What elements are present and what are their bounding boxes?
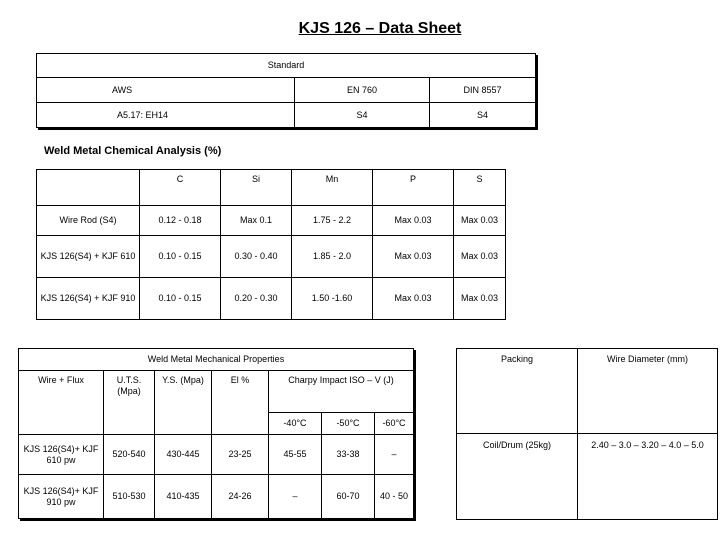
chemical-corner xyxy=(37,170,140,206)
standard-header: Standard xyxy=(37,54,536,78)
mechanical-cell: 510-530 xyxy=(104,475,155,519)
mechanical-col-uts: U.T.S. (Mpa) xyxy=(104,371,155,435)
packing-value: Coil/Drum (25kg) xyxy=(457,434,578,520)
mechanical-cell: 24-26 xyxy=(212,475,269,519)
standard-col-en: EN 760 xyxy=(295,78,430,103)
chemical-cell: 0.10 - 0.15 xyxy=(140,278,221,320)
mechanical-col-wire-flux: Wire + Flux xyxy=(19,371,104,435)
chemical-col-si: Si xyxy=(221,170,292,206)
standard-val-aws: A5.17: EH14 xyxy=(37,103,295,128)
chemical-cell: 0.20 - 0.30 xyxy=(221,278,292,320)
chemical-cell: Max 0.03 xyxy=(373,206,454,236)
mechanical-col-el: El % xyxy=(212,371,269,435)
chemical-col-p: P xyxy=(373,170,454,206)
mechanical-cell: 60-70 xyxy=(322,475,375,519)
mechanical-row-label: KJS 126(S4)+ KJF 910 pw xyxy=(19,475,104,519)
mechanical-temp-60: -60°C xyxy=(375,413,414,435)
standard-val-en: S4 xyxy=(295,103,430,128)
mechanical-cell: 33-38 xyxy=(322,435,375,475)
chemical-cell: Max 0.03 xyxy=(373,236,454,278)
mechanical-row-label: KJS 126(S4)+ KJF 610 pw xyxy=(19,435,104,475)
chemical-col-c: C xyxy=(140,170,221,206)
packing-table xyxy=(456,348,718,520)
chemical-cell: 0.30 - 0.40 xyxy=(221,236,292,278)
chemical-cell: 1.85 - 2.0 xyxy=(292,236,373,278)
page-title: KJS 126 – Data Sheet xyxy=(298,20,462,37)
standard-table xyxy=(36,53,536,128)
chemical-table xyxy=(36,169,506,320)
chemical-row-label: KJS 126(S4) + KJF 910 xyxy=(37,278,140,320)
chemical-cell: Max 0.03 xyxy=(454,206,506,236)
mechanical-table xyxy=(18,348,414,519)
mechanical-temp-40: -40°C xyxy=(269,413,322,435)
standard-val-din: S4 xyxy=(430,103,536,128)
wire-diameter-header: Wire Diameter (mm) xyxy=(578,349,718,434)
chemical-cell: 0.10 - 0.15 xyxy=(140,236,221,278)
standard-col-din: DIN 8557 xyxy=(430,78,536,103)
chemical-row-label: Wire Rod (S4) xyxy=(37,206,140,236)
mechanical-temp-50: -50°C xyxy=(322,413,375,435)
mechanical-cell: 430-445 xyxy=(155,435,212,475)
chemical-col-mn: Mn xyxy=(292,170,373,206)
chemical-cell: 1.50 -1.60 xyxy=(292,278,373,320)
chemical-cell: Max 0.03 xyxy=(454,278,506,320)
mechanical-col-charpy: Charpy Impact ISO – V (J) xyxy=(269,371,414,413)
chemical-heading: Weld Metal Chemical Analysis (%) xyxy=(44,145,222,157)
mechanical-cell: 520-540 xyxy=(104,435,155,475)
mechanical-cell: 23-25 xyxy=(212,435,269,475)
chemical-cell: Max 0.03 xyxy=(454,236,506,278)
chemical-cell: Max 0.1 xyxy=(221,206,292,236)
chemical-col-s: S xyxy=(454,170,506,206)
mechanical-heading: Weld Metal Mechanical Properties xyxy=(19,349,414,371)
mechanical-cell: 40 - 50 xyxy=(375,475,414,519)
wire-diameter-value: 2.40 – 3.0 – 3.20 – 4.0 – 5.0 xyxy=(578,434,718,520)
chemical-cell: Max 0.03 xyxy=(373,278,454,320)
chemical-cell: 1.75 - 2.2 xyxy=(292,206,373,236)
chemical-cell: 0.12 - 0.18 xyxy=(140,206,221,236)
mechanical-cell: – xyxy=(375,435,414,475)
mechanical-cell: – xyxy=(269,475,322,519)
mechanical-cell: 410-435 xyxy=(155,475,212,519)
standard-col-aws: AWS xyxy=(37,78,295,103)
chemical-row-label: KJS 126(S4) + KJF 610 xyxy=(37,236,140,278)
mechanical-cell: 45-55 xyxy=(269,435,322,475)
packing-header: Packing xyxy=(457,349,578,434)
mechanical-col-ys: Y.S. (Mpa) xyxy=(155,371,212,435)
